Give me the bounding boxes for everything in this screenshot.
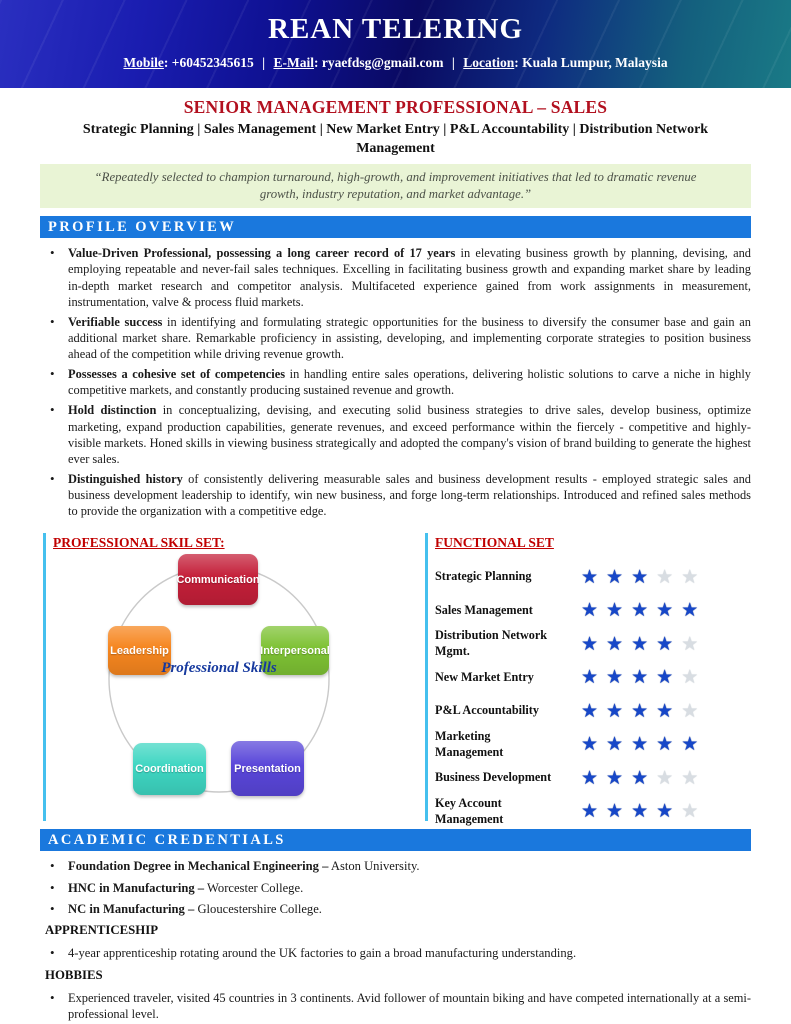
star-filled-icon: ★ [606,734,632,756]
bullet-text: in elevating business growth by planning, devising, and employing repeatable and never-fail sales techniques. Excelling in facilitating business growth and expanding market share by leading in-depth market research and competitor analysis. Multifaceted experience gained from work assignments in measurement, instrumentation, valve & process fluid markets. [68,246,751,309]
skill-node-interpersonal: Interpersonal [261,626,329,675]
star-empty-icon: ★ [681,566,707,588]
functional-skill-label: Business Development [435,770,552,785]
hobbies-heading: HOBBIES [45,967,103,982]
star-filled-icon: ★ [606,767,632,789]
star-filled-icon: ★ [581,600,607,622]
location-label: Location [463,55,515,70]
star-rating [581,668,706,687]
star-filled-icon: ★ [606,566,632,588]
star-rating [581,735,706,754]
star-rating [581,568,706,587]
professional-skill-set-heading: PROFESSIONAL SKIL SET: [53,535,225,551]
skills-columns [43,533,751,826]
bullet-lead: NC in Manufacturing – [68,902,195,917]
contact-line [0,55,791,71]
star-filled-icon: ★ [581,566,607,588]
bullet-lead: Distinguished history [68,471,183,486]
bullet-text: in conceptualizing, devising, and executing solid business strategies to drive sales, develop business, optimize marketing, expand production capabilities, generate revenues, and exceed performance within the fiercely - competitive and highly-visible markets. Honed skills in viewing business strategically and adopted the company's vision of brand building to generate the highest ever sales. [68,403,752,466]
skills-diagram [53,553,423,819]
hobbies-bullet: • Experienced traveler, visited 45 countries in 3 continents. Avid follower of mountain biking and have competed internationally at a semi-professional level. [40,990,751,1022]
summary-quote: “Repeatedly selected to champion turnaround, high-growth, and improvement initiatives that led to dramatic revenue growth, industry reputation, and market advantage.” [40,164,751,209]
functional-skill-row [435,761,751,795]
professional-skill-set-column [43,533,423,821]
functional-skill-row [435,694,751,728]
header-banner [0,0,791,88]
star-filled-icon: ★ [606,700,632,722]
functional-skill-row [435,627,751,661]
functional-skill-row [435,728,751,762]
functional-skill-label: Strategic Planning [435,569,532,584]
profile-bullet [40,366,751,398]
star-filled-icon: ★ [631,700,657,722]
separator: | [262,55,266,70]
star-rating [581,769,706,788]
mobile-value: +60452345615 [171,55,254,70]
functional-skill-label: P&L Accountability [435,703,539,718]
profile-bullet [40,471,751,519]
functional-skill-row [435,594,751,628]
star-filled-icon: ★ [606,633,632,655]
star-filled-icon: ★ [606,801,632,823]
star-filled-icon: ★ [631,801,657,823]
academic-bullet [40,880,751,896]
star-rating [581,601,706,620]
punct: : [514,55,523,70]
star-filled-icon: ★ [681,600,707,622]
profile-bullet [40,245,751,310]
bullet-lead: Value-Driven Professional, possessing a long career record of 17 years [68,246,456,261]
apprenticeship-bullet: • 4-year apprenticeship rotating around the UK factories to gain a broad manufacturing understanding. [40,945,751,961]
star-empty-icon: ★ [656,767,682,789]
functional-skill-row [435,795,751,829]
profile-bullet-list [40,245,751,519]
star-empty-icon: ★ [681,801,707,823]
document-subtitle: Strategic Planning | Sales Management | New Market Entry | P&L Accountability | Distribution Network Management [82,122,709,156]
profile-bullet [40,402,751,467]
star-empty-icon: ★ [656,566,682,588]
star-filled-icon: ★ [606,600,632,622]
star-filled-icon: ★ [656,633,682,655]
apprenticeship-heading: APPRENTICESHIP [45,923,159,938]
hobbies-bullet-list [40,990,751,1022]
section-heading-academic-credentials: ACADEMIC CREDENTIALS [40,829,751,851]
star-empty-icon: ★ [681,700,707,722]
functional-set-column [425,533,751,826]
functional-set-heading: FUNCTIONAL SET [435,535,554,551]
star-empty-icon: ★ [681,667,707,689]
separator: | [451,55,455,70]
star-filled-icon: ★ [631,767,657,789]
star-filled-icon: ★ [631,667,657,689]
star-filled-icon: ★ [581,767,607,789]
bullet-lead: Possesses a cohesive set of competencies [68,367,286,382]
functional-rows [435,560,751,828]
bullet-text: of consistently delivering measurable sales and business development results - employed strategic sales and business development leadership to identify, win new business, and forge long-term relationships. Introduced and refined sales methods to provide the organization with a competitive edge. [68,471,751,519]
star-filled-icon: ★ [656,667,682,689]
skill-node-coordination: Coordination [133,743,206,795]
profile-bullet [40,314,751,362]
star-filled-icon: ★ [581,700,607,722]
academic-bullet-list [40,858,751,917]
bullet-text: Gloucestershire College. [194,902,322,917]
section-heading-profile-overview: PROFILE OVERVIEW [40,216,751,238]
star-filled-icon: ★ [656,600,682,622]
star-filled-icon: ★ [581,633,607,655]
bullet-text: in identifying and formulating strategic opportunities for the business to diversify the consumer base and gain an additional market share. Remarkable proficiency in assisting, developing, and implementing corporate strategies to position business ahead of the competition while driving revenue growth. [68,314,751,362]
functional-skill-label: Distribution Network Mgmt. [435,628,548,659]
functional-skill-label: Key Account Management [435,795,504,826]
bullet-lead: HNC in Manufacturing – [68,880,205,895]
apprenticeship-bullet-list [40,945,751,961]
skills-center-label: Professional Skills [161,660,277,677]
star-filled-icon: ★ [581,801,607,823]
functional-skill-label: Marketing Management [435,728,504,759]
star-rating [581,802,706,821]
bullet-text: Aston University. [328,859,420,874]
bullet-lead: Hold distinction [68,403,157,418]
academic-bullet [40,858,751,874]
star-filled-icon: ★ [681,734,707,756]
star-filled-icon: ★ [581,667,607,689]
skill-node-presentation: Presentation [231,741,304,796]
star-filled-icon: ★ [631,734,657,756]
punct: : [163,55,172,70]
star-filled-icon: ★ [606,667,632,689]
star-filled-icon: ★ [656,734,682,756]
email-label: E-Mail [273,55,314,70]
skill-node-leadership: Leadership [108,626,171,675]
bullet-lead: Foundation Degree in Mechanical Engineering – [68,859,329,874]
academic-bullet [40,901,751,917]
bullet-text: in handling entire sales operations, delivering holistic solutions to carve a niche in highly competitive markets, and constantly producing sustained revenue and growth. [68,367,751,398]
person-name: REAN TELERING [268,13,523,45]
star-filled-icon: ★ [631,566,657,588]
star-filled-icon: ★ [631,633,657,655]
star-rating [581,635,706,654]
functional-skill-label: Sales Management [435,602,533,617]
functional-skill-row [435,661,751,695]
star-empty-icon: ★ [681,633,707,655]
star-rating [581,702,706,721]
bullet-text: Worcester College. [204,880,304,895]
email-value[interactable]: ryaefdsg@gmail.com [321,55,444,70]
mobile-label: Mobile [123,55,164,70]
document-title: SENIOR MANAGEMENT PROFESSIONAL – SALES [183,97,608,117]
star-filled-icon: ★ [631,600,657,622]
location-value: Kuala Lumpur, Malaysia [522,55,668,70]
functional-skill-label: New Market Entry [435,669,534,684]
bullet-lead: Verifiable success [68,314,163,329]
star-filled-icon: ★ [656,801,682,823]
star-filled-icon: ★ [581,734,607,756]
skill-node-communication: Communication [178,554,258,605]
star-filled-icon: ★ [656,700,682,722]
functional-skill-row [435,560,751,594]
star-empty-icon: ★ [681,767,707,789]
punct: : [313,55,322,70]
